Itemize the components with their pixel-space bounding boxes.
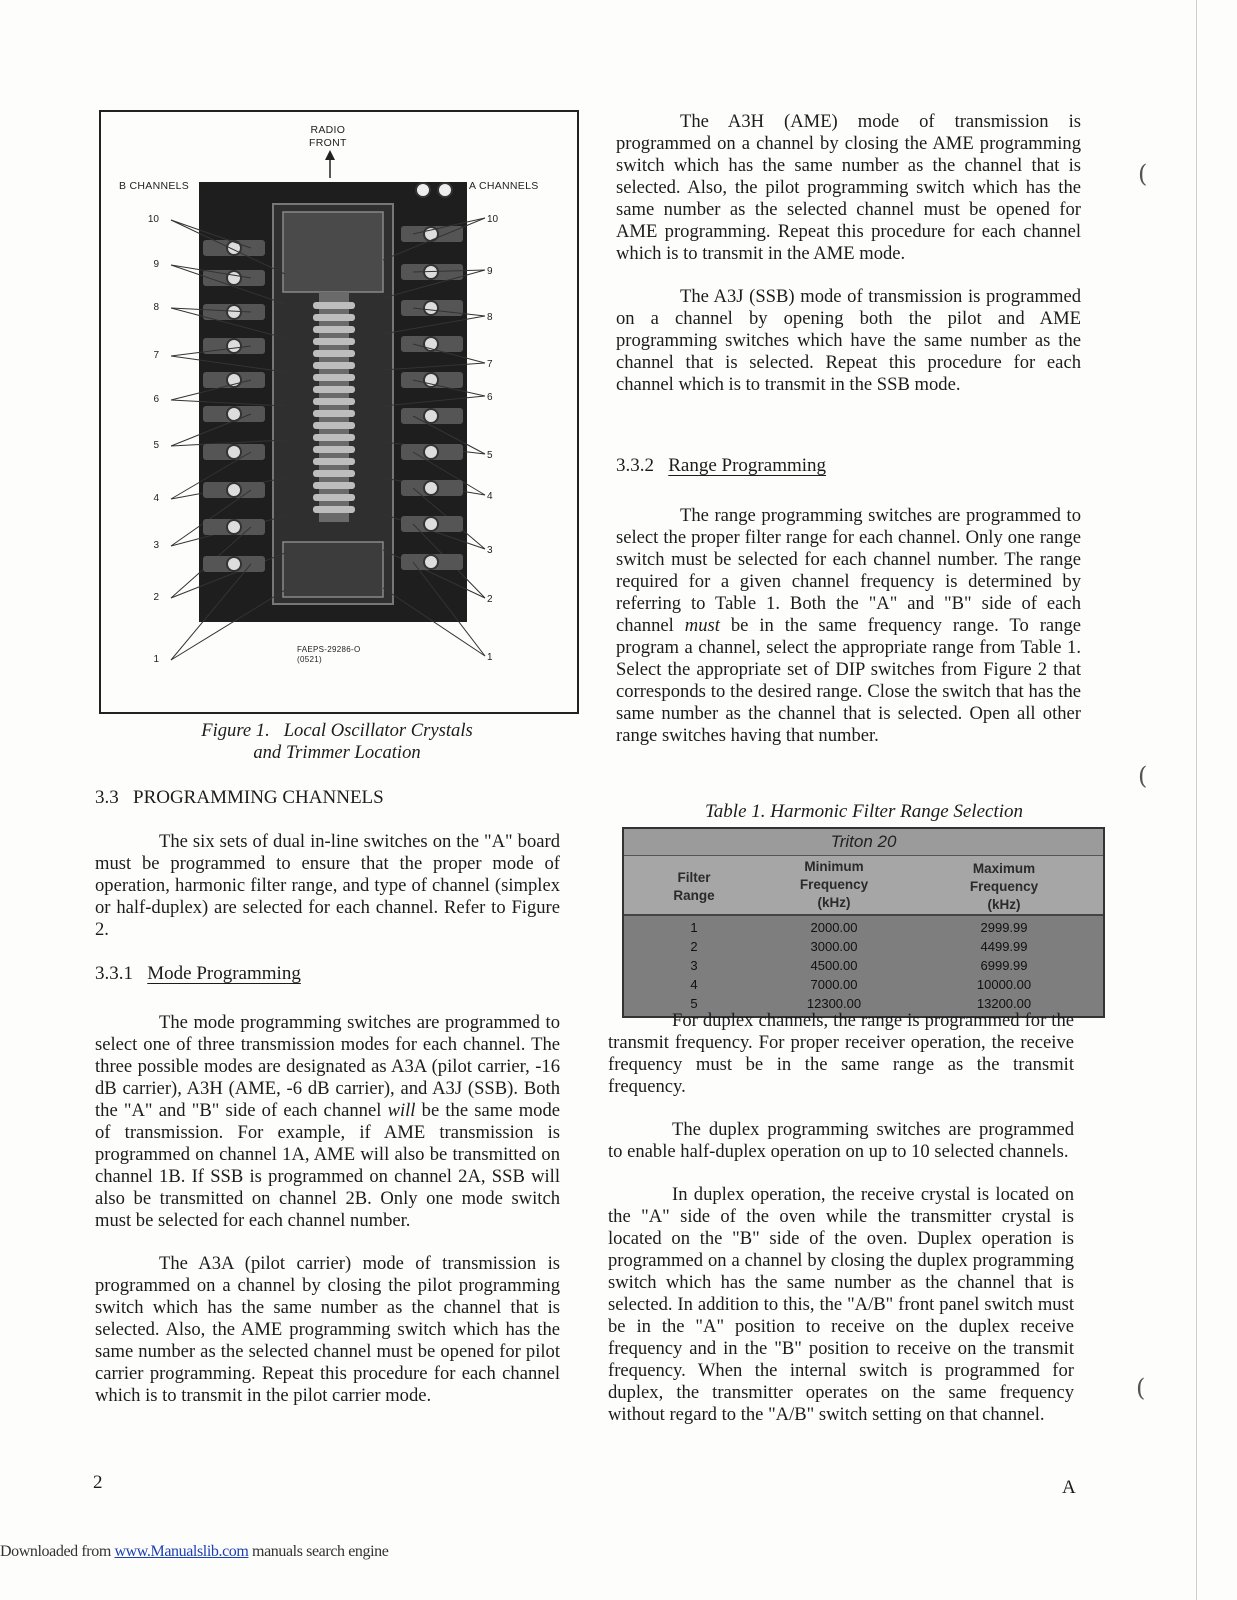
duplex-paragraph-2: The duplex programming switches are programmed to enable half-duplex operation on up to 10 selected channels. xyxy=(608,1119,1074,1162)
b-channel-number: 8 xyxy=(153,302,159,313)
b-trimmer xyxy=(227,520,241,534)
table-cell-minimum: 2000.00 xyxy=(810,920,858,935)
crystal xyxy=(313,494,355,501)
a-trimmer xyxy=(424,301,438,315)
mode-paragraph-2: The A3A (pilot carrier) mode of transmission is programmed on a channel by closing the pilot programming switch which has the same number as the channel that is selected. Also, the AME programming switch which has the same number as the selected channel must be opened for pilot carrier programming. Repeat this procedure for each channel which is to transmit in the pilot carrier mode. xyxy=(95,1253,560,1406)
crystal xyxy=(313,410,355,417)
manualslib-link[interactable]: www.Manualslib.com xyxy=(114,1543,249,1560)
part-number-label: FAEPS-29286-O (0521) xyxy=(297,645,361,664)
table-header-filter-range: Filter Range xyxy=(673,870,715,903)
table-row xyxy=(624,918,1103,937)
a-channel-number: 9 xyxy=(487,266,493,277)
a-channels-label: A CHANNELS xyxy=(469,180,539,192)
table-header-minimum: Minimum Frequency (kHz) xyxy=(799,859,869,910)
crystal xyxy=(313,362,355,369)
crystal xyxy=(313,446,355,453)
crystal xyxy=(313,458,355,465)
mode-text xyxy=(95,1012,560,1407)
crystal xyxy=(313,326,355,333)
page-edge-line xyxy=(1196,0,1197,1600)
radio-front-label: RADIO FRONT xyxy=(309,124,347,149)
table-row xyxy=(624,975,1103,994)
a-channel-number: 10 xyxy=(487,214,499,225)
footer-suffix: manuals search engine xyxy=(248,1543,389,1560)
a-channel-number: 3 xyxy=(487,545,493,556)
subsection-title: Mode Programming xyxy=(147,963,301,984)
a-trimmer xyxy=(424,555,438,569)
table-cell-minimum: 7000.00 xyxy=(810,977,858,992)
table-cell-range: 5 xyxy=(690,996,698,1011)
crystal xyxy=(313,302,355,309)
knob-icon xyxy=(416,183,430,197)
a-channel-number: 7 xyxy=(487,359,493,370)
b-channel-number: 10 xyxy=(147,214,159,225)
arrow-head-icon xyxy=(325,150,335,160)
page-letter: A xyxy=(1062,1477,1076,1498)
table-header-row xyxy=(624,856,1103,916)
b-channel-number: 9 xyxy=(153,259,159,270)
duplex-paragraph-1: For duplex channels, the range is programmed for the transmit frequency. For proper receiver operation, the receive frequency must be in the same range as the transmit frequency. xyxy=(608,1010,1074,1097)
right-text-top xyxy=(616,111,1081,396)
figure-caption xyxy=(99,720,575,764)
table-cell-range: 2 xyxy=(690,939,698,954)
duplex-paragraph-3: In duplex operation, the receive crystal is located on the "A" side of the oven while the transmitter crystal is located on the "B" side of the oven. Duplex operation is programmed on a channel by closing the duplex programming switch which has the same number as the channel that is selected. In addition to this, the "A/B" front panel switch must be in the "A" position to receive on the duplex receive frequency and in the "B" position to receive on the transmit frequency. When the internal switch is programmed for duplex, the transmitter operates on the same frequency without regard to the "A/B" switch setting on that channel. xyxy=(608,1184,1074,1425)
table-row xyxy=(624,937,1103,956)
table-cell-maximum: 13200.00 xyxy=(976,996,1032,1011)
b-channel-number: 4 xyxy=(153,493,159,504)
duplex-text xyxy=(608,1010,1074,1426)
table-cell-range: 3 xyxy=(690,958,698,973)
harmonic-filter-table xyxy=(622,827,1105,1018)
crystal xyxy=(313,434,355,441)
range-programming-heading xyxy=(616,455,826,477)
crystal xyxy=(313,482,355,489)
knob-icon xyxy=(438,183,452,197)
margin-mark: ( xyxy=(1138,762,1148,790)
table-cell-maximum: 10000.00 xyxy=(976,977,1032,992)
table-title: Triton 20 xyxy=(624,829,1103,856)
figure-caption-line-1: Figure 1. Local Oscillator Crystals xyxy=(201,720,473,741)
crystal-board-illustration xyxy=(101,112,577,712)
crystal xyxy=(313,314,355,321)
b-channel-number: 6 xyxy=(153,394,159,405)
b-trimmer xyxy=(227,373,241,387)
a-channel-number: 8 xyxy=(487,312,493,323)
table-cell-minimum: 12300.00 xyxy=(806,996,862,1011)
b-trimmer xyxy=(227,305,241,319)
a-trimmer xyxy=(424,517,438,531)
table-caption: Table 1. Harmonic Filter Range Selection xyxy=(704,801,1024,822)
section-paragraph: The six sets of dual in-line switches on the "A" board must be programmed to ensure that the proper mode of operation, harmonic filter range, and type of channel (simplex or half-duplex) are selected for each channel. Refer to Figure 2. xyxy=(95,831,560,940)
a3j-paragraph: The A3J (SSB) mode of transmission is programmed on a channel by opening both the pilot and AME programming switches which have the same number as the channel that is selected. Repeat this procedure for each channel which is to transmit in the SSB mode. xyxy=(616,286,1081,395)
footer-prefix: Downloaded from xyxy=(0,1543,115,1560)
a-channel-number: 4 xyxy=(487,491,493,502)
margin-mark: ( xyxy=(1136,1374,1146,1402)
table-cell-minimum: 3000.00 xyxy=(810,939,858,954)
figure-1 xyxy=(99,110,579,714)
b-trimmer xyxy=(227,483,241,497)
table-header-maximum: Maximum Frequency (kHz) xyxy=(969,861,1039,912)
oven-top-block xyxy=(283,212,383,292)
a-channel-number: 1 xyxy=(487,652,493,663)
section-heading: 3.3 PROGRAMMING CHANNELS xyxy=(95,787,384,808)
table-body xyxy=(624,916,1103,1016)
crystal xyxy=(313,506,355,513)
a-channel-number: 6 xyxy=(487,392,493,403)
section-intro xyxy=(95,831,560,941)
table-row xyxy=(624,956,1103,975)
b-channel-number: 1 xyxy=(153,654,159,665)
b-channel-number: 5 xyxy=(153,440,159,451)
margin-mark: ( xyxy=(1138,160,1148,188)
table-cell-maximum: 6999.99 xyxy=(980,958,1028,973)
emphasis-must: must xyxy=(684,615,720,636)
figure-caption-line-2: and Trimmer Location xyxy=(253,742,421,763)
b-trimmer xyxy=(227,339,241,353)
subsection-title: Range Programming xyxy=(668,455,827,476)
b-channel-number: 2 xyxy=(153,592,159,603)
range-paragraph: The range programming switches are programmed to select the proper filter range for each channel. Only one range switch must be selected for each channel number. The range required for a given channel frequency is determined by referring to Table 1. Both the "A" and "B" side of each channel must be in the same frequency range. To range program a channel, select the appropriate range from Table 1. Select the appropriate set of DIP switches from Figure 2 that corresponds to the desired range. Close the switch that has the same number as the channel that is selected. Open all other range switches having that number. xyxy=(616,505,1081,746)
emphasis-will: will xyxy=(387,1100,416,1121)
b-trimmer xyxy=(227,271,241,285)
a-trimmer xyxy=(424,445,438,459)
b-trimmer xyxy=(227,557,241,571)
crystal xyxy=(313,398,355,405)
a-trimmer xyxy=(424,409,438,423)
table-cell-maximum: 4499.99 xyxy=(980,939,1028,954)
crystal xyxy=(313,338,355,345)
mode-paragraph-1: The mode programming switches are programmed to select one of three transmission modes for each channel. The three possible modes are designated as A3A (pilot carrier, -16 dB carrier), A3H (AME, -6 dB carrier), and A3J (SSB). Both the "A" and "B" side of each channel will be the same mode of transmission. For example, if AME transmission is programmed on channel 1A, AME will also be transmitted on channel 1B. If SSB is programmed on channel 2A, SSB will also be transmitted on channel 2B. Only one mode switch must be selected for each channel number. xyxy=(95,1012,560,1231)
b-channel-number: 7 xyxy=(153,350,159,361)
table-cell-range: 1 xyxy=(690,920,698,935)
table-cell-minimum: 4500.00 xyxy=(810,958,858,973)
a-trimmer xyxy=(424,481,438,495)
crystal xyxy=(313,422,355,429)
crystal xyxy=(313,470,355,477)
subsection-number: 3.3.1 xyxy=(95,963,133,984)
crystal xyxy=(313,350,355,357)
crystal xyxy=(313,374,355,381)
range-text xyxy=(616,505,1081,747)
download-footer xyxy=(0,1543,388,1561)
a-channel-number: 5 xyxy=(487,450,493,461)
b-trimmer xyxy=(227,445,241,459)
table-cell-range: 4 xyxy=(690,977,698,992)
subsection-number: 3.3.2 xyxy=(616,455,654,476)
mode-programming-heading xyxy=(95,963,301,985)
a3h-paragraph: The A3H (AME) mode of transmission is programmed on a channel by closing the AME programming switch which has the same number as the channel that is selected. Also, the pilot programming switch which has the same number as the selected channel must be opened for AME programming. Repeat this procedure for each channel which is to transmit in the AME mode. xyxy=(616,111,1081,264)
b-channels-label: B CHANNELS xyxy=(119,180,190,192)
page-number: 2 xyxy=(93,1472,103,1493)
b-channel-number: 3 xyxy=(153,540,159,551)
a-channel-number: 2 xyxy=(487,594,493,605)
oven-bottom-block xyxy=(283,542,383,597)
crystal xyxy=(313,386,355,393)
table-cell-maximum: 2999.99 xyxy=(980,920,1028,935)
